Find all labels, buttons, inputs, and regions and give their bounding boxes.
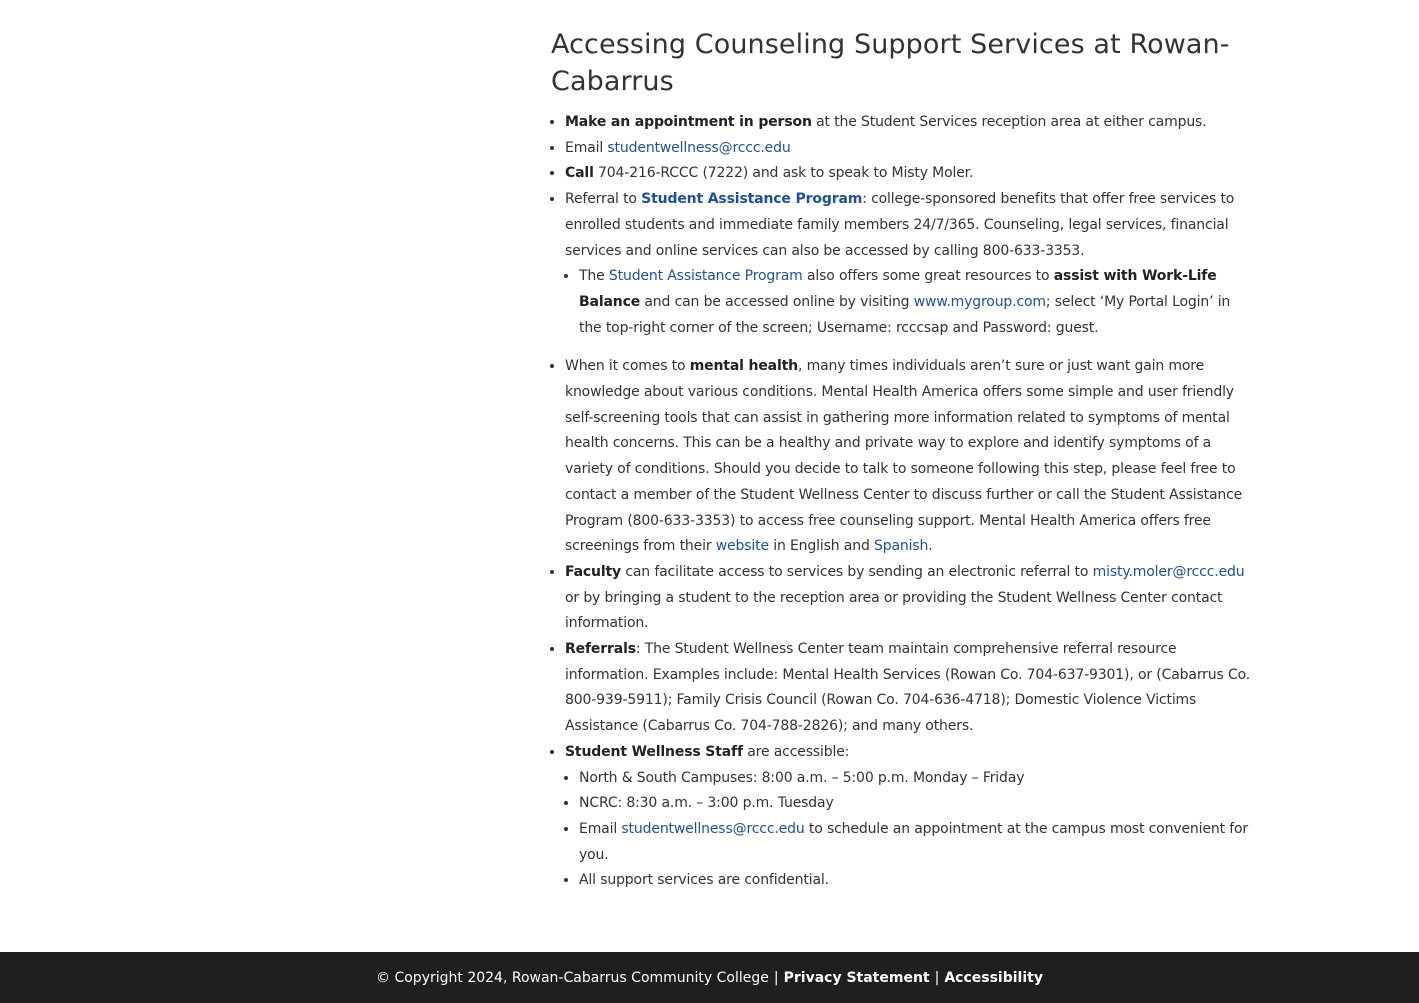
schedule-email-prefix: Email xyxy=(579,820,622,837)
list-item-staff xyxy=(565,740,1251,894)
staff-text: are accessible: xyxy=(742,743,850,760)
list-item-referral xyxy=(565,187,1251,341)
list-item-mental-health xyxy=(565,354,1251,560)
appointment-text: at the Student Services reception area at either campus. xyxy=(811,114,1207,130)
mental-health-text: , many times individuals aren’t sure or just want gain more knowledge about various conditions. Mental Health America offers some simple and user friendly self-screening tools that can assist in gathering more information related to symptoms of mental health concerns. This can be a healthy and private way to explore and identify symptoms of a variety of conditions. Should you decide to talk to someone following this step, please feel free to contact a member of the Student Wellness Center to discuss further or call the Student Assistance Program (800-633-3353) to access free counseling support. Mental Health America offers free screenings from their xyxy=(565,358,1243,555)
list-item-appointment xyxy=(565,110,1251,136)
faculty-bold: Faculty xyxy=(565,563,622,580)
schedule-email-suffix: to schedule an appointment at the campus most convenient for you. xyxy=(579,820,1249,863)
work-life-mid: also offers some great resources to xyxy=(802,268,1054,285)
student-assistance-program-link[interactable]: Student Assistance Program xyxy=(641,191,863,208)
list-item-email xyxy=(565,136,1251,162)
services-list xyxy=(551,110,1251,894)
misty-moler-email-link[interactable]: misty.moler@rccc.edu xyxy=(1092,563,1245,580)
call-text: 704-216-RCCC (7222) and ask to speak to Misty Moler. xyxy=(593,165,974,182)
appointment-bold: Make an appointment in person xyxy=(565,114,812,130)
list-item-confidential: • All support services are confidential. xyxy=(579,868,1251,894)
staff-bold: Student Wellness Staff xyxy=(565,743,743,760)
spanish-link[interactable]: Spanish xyxy=(873,538,929,555)
list-item-ncrc-hours: • NCRC: 8:30 a.m. – 3:00 p.m. Tuesday xyxy=(579,791,1251,817)
list-item-call xyxy=(565,161,1251,187)
work-life-mid2: and can be accessed online by visiting xyxy=(640,293,914,310)
mygroup-link[interactable]: www.mygroup.com xyxy=(913,293,1046,310)
faculty-suffix: or by bringing a student to the reception area or providing the Student Wellness Center contact information. xyxy=(565,589,1223,632)
accessibility-link[interactable]: Accessibility xyxy=(944,969,1043,986)
page-title: Accessing Counseling Support Services at Rowan-Cabarrus xyxy=(551,29,1230,97)
studentwellness-email-link[interactable]: studentwellness@rccc.edu xyxy=(607,139,791,156)
footer-separator-2: | xyxy=(934,969,940,986)
list-item-work-life xyxy=(579,264,1251,341)
work-life-suffix: ; select ‘My Portal Login’ in the top-right corner of the screen; Username: rcccsap and Password: guest. xyxy=(579,293,1231,336)
referrals-bold: Referrals xyxy=(565,641,636,658)
mental-health-bold: mental health xyxy=(689,358,798,375)
footer-copyright: © Copyright 2024, Rowan-Cabarrus Community College xyxy=(376,969,769,986)
mental-health-prefix: When it comes to xyxy=(565,358,690,375)
site-footer xyxy=(0,952,1419,1003)
email-prefix: Email xyxy=(565,139,608,156)
mental-health-suffix: . xyxy=(928,538,933,555)
website-link[interactable]: website xyxy=(715,538,769,555)
referral-sublist xyxy=(565,264,1251,341)
staff-sublist xyxy=(565,766,1251,895)
footer-separator: | xyxy=(773,969,779,986)
referrals-text: : The Student Wellness Center team maintain comprehensive referral resource information. Examples include: Mental Health Services (Rowan Co. 704-637-9301), or (Cabarrus Co. 800-939-5911); Family Crisis Council (Rowan Co. 704-636-4718); Domestic Violence Victims Assistance (Cabarrus Co. 704-788-2826); and many others. xyxy=(565,641,1251,735)
list-item-campus-hours: • North & South Campuses: 8:00 a.m. – 5:00 p.m. Monday – Friday xyxy=(579,766,1251,792)
mental-health-mid: in English and xyxy=(768,538,874,555)
call-bold: Call xyxy=(565,165,594,182)
work-life-bold: assist with Work-Life Balance xyxy=(579,268,1217,310)
referral-text: : college-sponsored benefits that offer free services to enrolled students and immediate family members 24/7/365. Counseling, legal services, financial services and online services can also be accessed by calling 800-633-3353. xyxy=(565,191,1235,259)
list-item-faculty xyxy=(565,560,1251,637)
studentwellness-email-link-2[interactable]: studentwellness@rccc.edu xyxy=(621,820,805,837)
student-assistance-program-sub-link[interactable]: Student Assistance Program xyxy=(608,268,803,285)
list-item-referrals xyxy=(565,637,1251,740)
main-content xyxy=(551,26,1251,894)
referral-prefix: Referral to xyxy=(565,191,642,208)
faculty-text: can facilitate access to services by sending an electronic referral to xyxy=(621,563,1093,580)
list-item-schedule-email xyxy=(579,817,1251,868)
work-life-prefix: The xyxy=(579,268,609,285)
privacy-statement-link[interactable]: Privacy Statement xyxy=(783,969,930,986)
